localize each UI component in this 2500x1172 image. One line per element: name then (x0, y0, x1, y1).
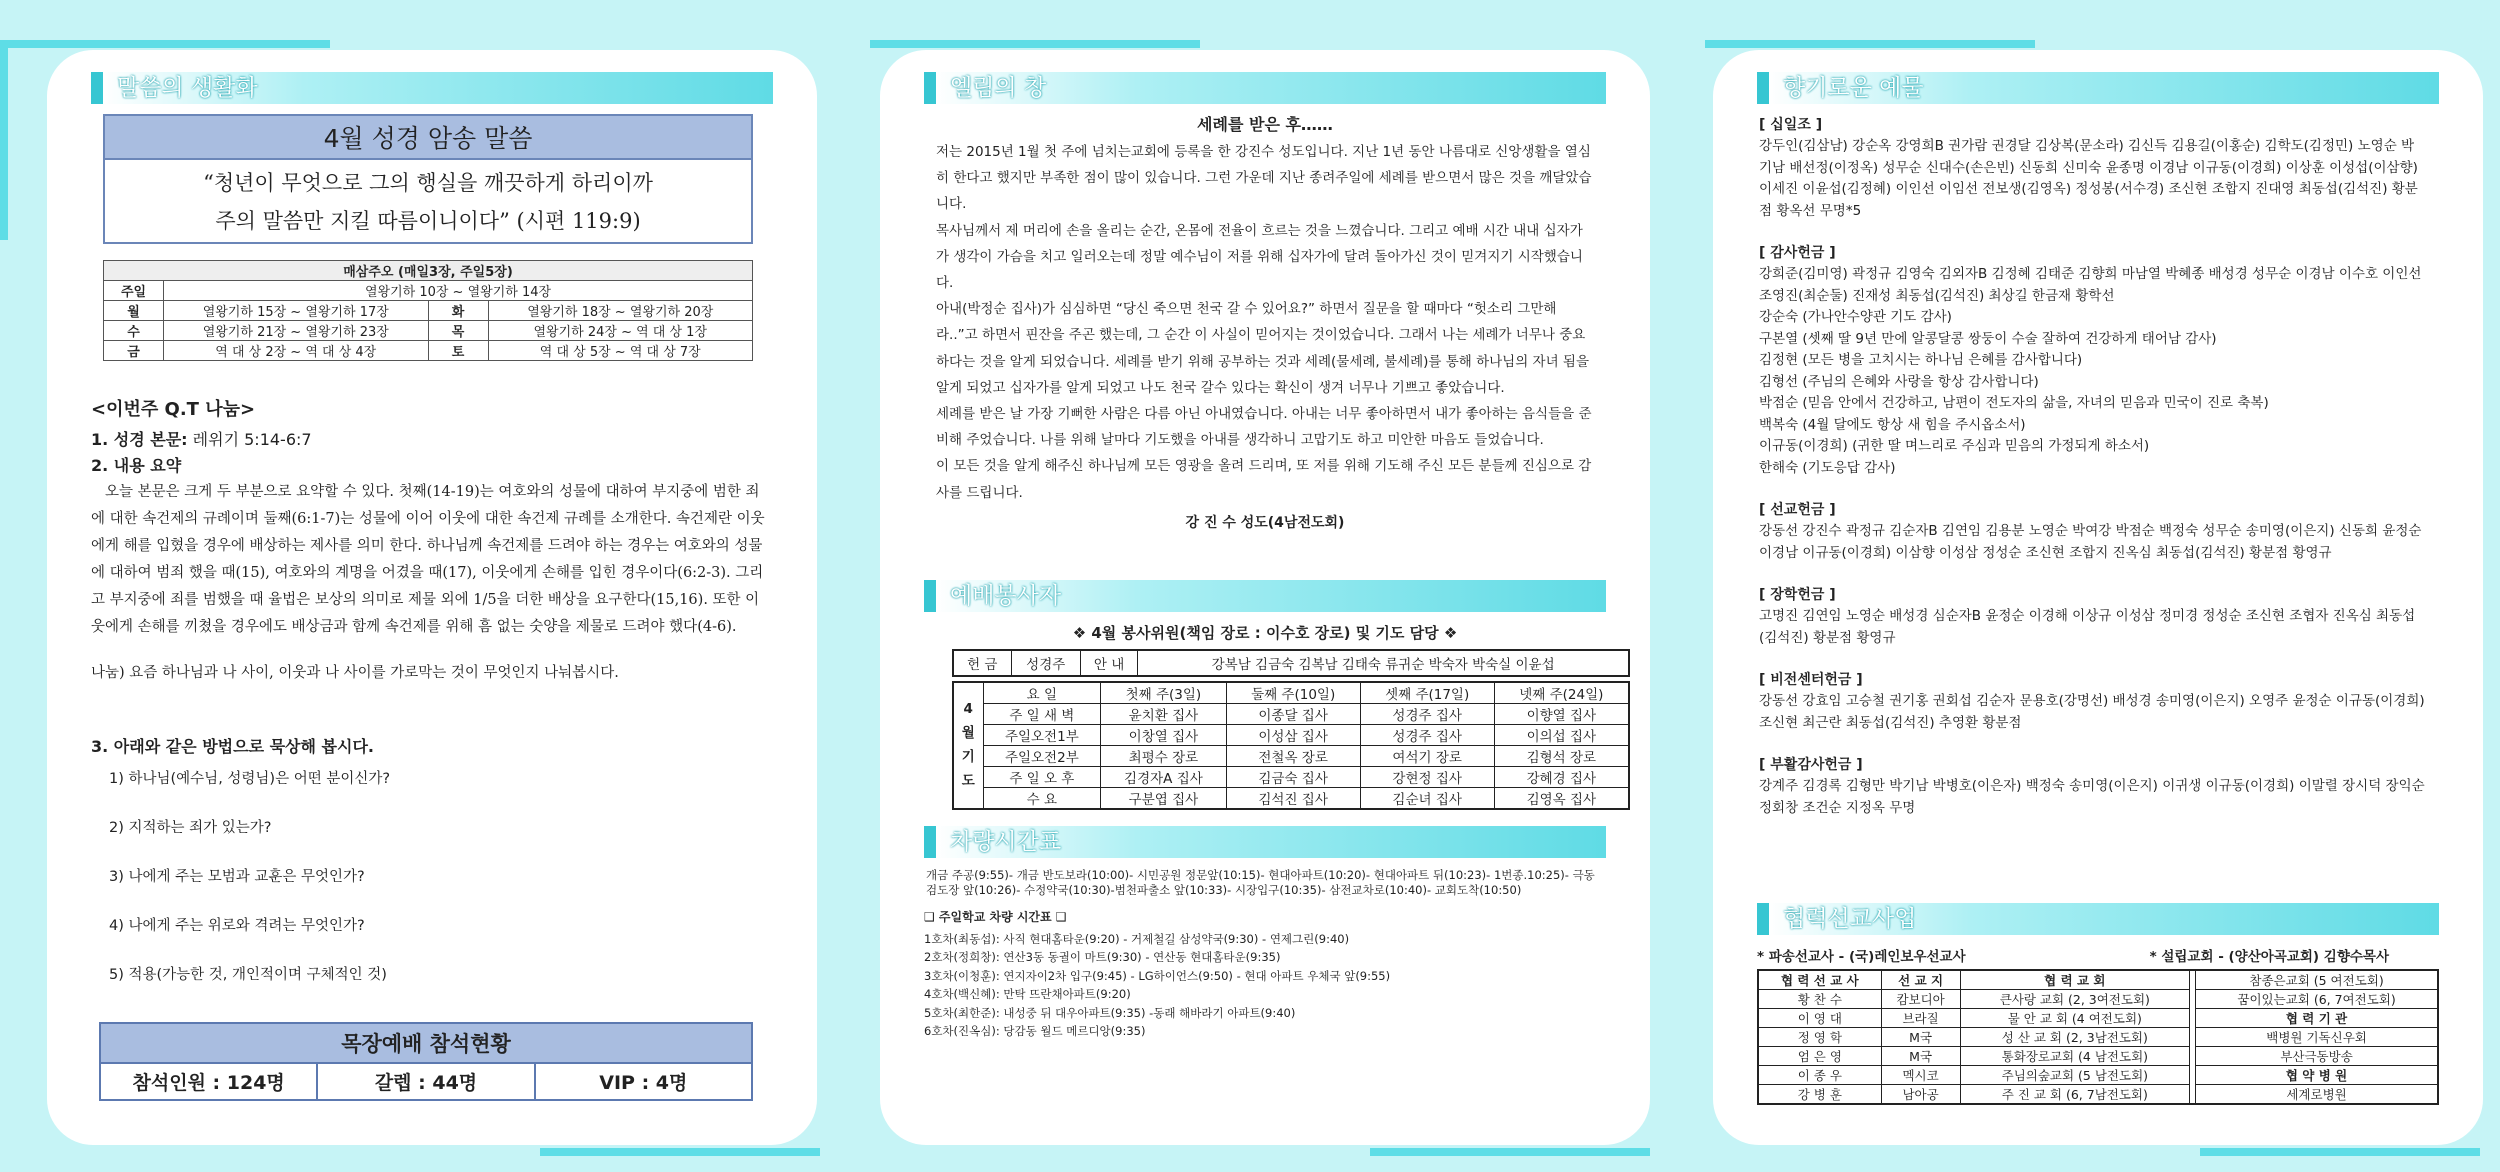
service-cell: 주일오전1부 (983, 724, 1101, 745)
decorative-stripe (870, 40, 1200, 48)
attendance-vip: VIP : 4명 (534, 1064, 751, 1099)
service-cell: 이종달 집사 (1226, 703, 1360, 724)
sunday-school-bus-heading: ❑ 주일학교 차량 시간표 ❑ (924, 909, 1067, 924)
month-char: 기 (961, 749, 975, 766)
mission-cell: 성 산 교 회 (2, 3남전도회) (1960, 1028, 2190, 1047)
decorative-stripe (1705, 40, 2035, 48)
mission-cell: 주 진 교 회 (6, 7남전도회) (1960, 1085, 2190, 1105)
service-cell: 수 요 (983, 787, 1101, 809)
mission-labels (1757, 945, 2429, 965)
reading-plan-table (103, 260, 753, 361)
bus-line: 6호차(진옥심): 당감동 월드 메르디앙(9:35) (924, 1024, 1146, 1039)
table-row (1758, 1047, 2438, 1066)
prayer-schedule-table (952, 681, 1630, 810)
bus-route-stops: 개금 주공(9:55)- 개금 반도보라(10:00)- 시민공원 정문앞(10:15)- 현대아파트(10:20)- 현대아파트 뒤(10:23)- 1번종.10:25)- 극동검도장 앞(10:26)- 수정약국(10:30)-범천파출소 앞(10:33)- 시장입구(10:35)- 삼전교차로(10:40)- 교회도착(10:50) (926, 867, 1595, 897)
mission-cell: 협 력 기 관 (2196, 1009, 2438, 1028)
service-cell: 이성삼 집사 (1226, 724, 1360, 745)
mission-section (1757, 903, 2439, 1105)
attendance-heading: 목장예배 참석현황 (101, 1024, 751, 1064)
offering-category: [ 감사헌금 ] (1759, 245, 1836, 261)
thanks-item: 박점순 (믿음 안에서 건강하고, 남편이 전도자의 삶을, 자녀의 믿음과 민국이 진로 축복) (1759, 395, 2269, 411)
mission-cell: 이 영 대 (1758, 1009, 1881, 1028)
mission-cell: 부산극동방송 (2196, 1047, 2438, 1066)
service-cell: 이창열 집사 (1101, 724, 1226, 745)
table-row (1758, 1028, 2438, 1047)
service-cell: 주 일 새 벽 (983, 703, 1101, 724)
thanks-item: 김형선 (주님의 은혜와 사랑을 항상 감사합니다) (1759, 373, 2039, 390)
panel-elim-window (880, 50, 1650, 1145)
service-cell: 구분엽 집사 (1101, 787, 1226, 809)
thanks-item: 한해숙 (기도응답 감사) (1759, 459, 1896, 476)
offering-category: [ 장학헌금 ] (1759, 587, 1836, 603)
offering-category: [ 부활감사헌금 ] (1759, 757, 1863, 773)
usher-names: 강복남 김금숙 김복남 김태숙 류귀순 박숙자 박숙실 이윤섭 (1138, 650, 1629, 676)
section-title: 말씀의 생활화 (91, 72, 773, 104)
service-cell: 성경주 집사 (1360, 703, 1494, 724)
attendance-box (99, 1022, 753, 1101)
mission-table (1757, 969, 2439, 1105)
letter-paragraph: 목사님께서 제 머리에 손을 올리는 순간, 온몸에 전율이 흐르는 것을 느꼈습니다. 그리고 예배 시간 내내 십자가가 생각이 가슴을 치고 일러오는데 정말 예수님이 저를 위해 십자가에 달려 돌아가신 것이 믿겨지기 시작했습니다. (936, 222, 1583, 292)
qt-scripture (91, 427, 773, 450)
column-header: 넷째 주(24일) (1494, 682, 1629, 704)
attendance-total: 참석인원 : 124명 (132, 1072, 285, 1094)
mission-cell: 물 안 교 회 (4 여전도회) (1960, 1009, 2190, 1028)
month-label (953, 682, 983, 809)
offering-names: 강계주 김경록 김형만 박기남 박병호(이은자) 백정숙 송미영(이은지) 이귀생 이규동(이경희) 이말렬 장시덕 장익순 정회창 조건순 지정옥 무명 (1759, 778, 2425, 816)
service-cell: 이향열 집사 (1494, 703, 1629, 724)
offering-label: 헌 금 (953, 650, 1011, 676)
column-header: 첫째 주(3일) (1101, 682, 1226, 704)
table-row (953, 703, 1629, 724)
qt-summary-text: 오늘 본문은 크게 두 부분으로 요약할 수 있다. 첫째(14-19)는 여호와의 성물에 대하여 부지중에 범한 죄에 대한 속건제의 규례이며 둘째(6:1-7)는 성물에 이어 이웃에 대한 속건제 규례를 소개한다. 속건제란 이웃에게 해를 입혔을 경우에 배상하는 제사를 의미 한다. 하나님께 속건제를 드려야 하는 경우는 여호와의 성물에 대하여 범죄 했을 때(15), 여호와의 계명을 어겼을 때(17), 이웃에게 손해를 입힌 경우이다(6:2-3). 그리고 부지중에 죄를 범했을 때 율법은 보상의 의미로 제물 외에 1/5을 더한 배상을 요구한다(15,16). 또한 이웃에게 손해를 끼쳤을 경우에도 배상금과 함께 속건제를 위해 흠 없는 숫양을 제물로 드려야 했다(4-6). (91, 484, 765, 635)
qt-heading: <이번주 Q.T 나눔> (91, 399, 256, 420)
table-row (953, 787, 1629, 809)
bus-line: 2호차(정희창): 연산3동 동궐이 마트(9:30) - 연산동 현대홈타운(9:35) (924, 950, 1281, 965)
service-cell: 김경자A 집사 (1101, 766, 1226, 787)
thanks-item: 구본열 (셋째 딸 9년 만에 알콩달콩 쌍둥이 수술 잘하여 건강하게 태어남 감사) (1759, 330, 2217, 347)
mission-cell: 이 종 우 (1758, 1066, 1881, 1085)
day-label: 목 (428, 321, 488, 341)
letter-paragraph: 이 모든 것을 알게 해주신 하나님께 모든 영광을 올려 드리며, 또 저를 위해 기도해 주신 모든 분들께 진심으로 감사를 드립니다. (936, 458, 1592, 501)
month-char: 4 (963, 701, 973, 718)
bus-line: 4호차(백신혜): 만탁 뜨란채아파트(9:20) (924, 987, 1131, 1002)
qt-question: 5) 적용(가능한 것, 개인적이며 구체적인 것) (109, 967, 387, 983)
reading-range: 역 대 상 2장 ~ 역 대 상 4장 (164, 341, 429, 361)
table-row (953, 724, 1629, 745)
decorative-stripe (2200, 1148, 2480, 1156)
section-title: 엘림의 창 (924, 72, 1606, 104)
memory-verse-line: “청년이 무엇으로 그의 행실을 깨끗하게 하리이까 (203, 171, 653, 195)
mission-cell: 통화장로교회 (4 남전도회) (1960, 1047, 2190, 1066)
section-title: 차량시간표 (924, 826, 1606, 858)
mission-cell: 꿈이있는교회 (6, 7여전도회) (2196, 990, 2438, 1009)
reading-range: 열왕기하 21장 ~ 열왕기하 23장 (164, 321, 429, 341)
day-label: 화 (428, 301, 488, 321)
qt-scripture-ref: 레위기 5:14-6:7 (192, 430, 312, 449)
mission-cell: 황 찬 수 (1758, 990, 1881, 1009)
service-cell: 김순녀 집사 (1360, 787, 1494, 809)
bus-line: 3호차(이청훈): 연지자이2차 입구(9:45) - LG하이언스(9:50) - 현대 아파트 우체국 앞(9:55) (924, 968, 1391, 983)
reading-range: 열왕기하 24장 ~ 역 대 상 1장 (488, 321, 753, 341)
column-header: 둘째 주(10일) (1226, 682, 1360, 704)
mission-cell: 백병원 기독신우회 (2196, 1028, 2438, 1047)
column-header: 셋째 주(17일) (1360, 682, 1494, 704)
service-cell: 김금숙 집사 (1226, 766, 1360, 787)
qt-question: 4) 나에게 주는 위로와 격려는 무엇인가? (109, 918, 365, 934)
mission-label-left: * 파송선교사 - (국)레인보우선교사 (1757, 949, 1966, 965)
panel-word-life (47, 50, 817, 1145)
thanks-item: 이규동(이경희) (귀한 딸 며느리로 주심과 믿음의 가정되게 하소서) (1759, 438, 2150, 454)
letter-paragraph: 저는 2015년 1월 첫 주에 넘치는교회에 등록을 한 강진수 성도입니다. 지난 1년 동안 나름대로 신앙생활을 열심히 한다고 했지만 부족한 점이 많이 있습니다. 그런 가운데 지난 종려주일에 세례를 받으면서 많은 것을 깨달았습니다. (936, 144, 1592, 213)
table-row (1758, 1085, 2438, 1105)
thanks-item: 강순숙 (가나안수양관 기도 감사) (1759, 309, 1952, 325)
qt-question: 2) 지적하는 죄가 있는가? (109, 820, 272, 836)
day-label: 월 (104, 301, 164, 321)
letter-body (924, 139, 1606, 506)
section-title: 향기로운 예물 (1757, 72, 2439, 104)
column-header: 요 일 (983, 682, 1101, 704)
mission-cell: 큰사랑 교회 (2, 3여전도회) (1960, 990, 2190, 1009)
offering-names: 강동선 강진수 곽정규 김순자B 김연임 김용분 노영순 박여강 박점순 백정숙 성무순 송미영(이은지) 신동희 윤정순 이경남 이규동(이경희) 이삼향 이성삼 정성순 조신현 조합지 진옥심 최동섭(김석진) 황분점 황영규 (1759, 523, 2422, 561)
usher-label: 안 내 (1080, 650, 1137, 676)
mission-cell: M국 (1881, 1028, 1960, 1047)
service-cell: 성경주 집사 (1360, 724, 1494, 745)
service-cell: 주 일 오 후 (983, 766, 1101, 787)
decorative-stripe (540, 1148, 820, 1156)
month-char: 월 (961, 725, 975, 742)
memory-verse-text (105, 160, 751, 242)
thanks-item: 백복숙 (4월 달에도 항상 새 힘을 주시옵소서) (1759, 416, 2026, 433)
offering-name: 성경주 (1011, 650, 1080, 676)
thanks-item: 김정현 (모든 병을 고치시는 하나님 은혜를 감사합니다) (1759, 352, 2083, 368)
memory-verse-box (103, 114, 753, 244)
bus-line: 5호차(최한준): 내성중 뒤 대우아파트(9:35) -동래 해바라기 아파트(9:40) (924, 1005, 1296, 1020)
section-title: 협력선교사업 (1757, 903, 2439, 935)
service-heading: ❖ 4월 봉사위원(책임 장로 : 이수호 장로) 및 기도 담당 ❖ (1072, 623, 1458, 642)
thanks-list (1757, 307, 2439, 479)
table-row (953, 766, 1629, 787)
day-label: 금 (104, 341, 164, 361)
day-label: 토 (428, 341, 488, 361)
service-cell: 주일오전2부 (983, 745, 1101, 766)
mission-cell: M국 (1881, 1047, 1960, 1066)
decorative-stripe (0, 40, 330, 48)
mission-cell: 엄 은 영 (1758, 1047, 1881, 1066)
mission-label-right: * 설립교회 - (양산아곡교회) 김향수목사 (2149, 949, 2389, 965)
service-cell: 강혜경 집사 (1494, 766, 1629, 787)
qt-summary-label: 2. 내용 요약 (91, 456, 182, 475)
qt-question: 3) 나에게 주는 모범과 교훈은 무엇인가? (109, 869, 365, 885)
letter-signature: 강 진 수 성도(4남전도회) (1185, 514, 1345, 531)
offering-names: 강희준(김미영) 곽정규 김영숙 김외자B 김정혜 김태준 김향희 마남열 박혜종 배성경 성무순 이경남 이수호 이인선 조영진(최순둘) 진재성 최동섭(김석진) 최상길 한금재 황학선 (1759, 266, 2422, 304)
attendance-galilee: 갈렙 : 44명 (316, 1064, 533, 1099)
table-row (953, 745, 1629, 766)
reading-range: 열왕기하 15장 ~ 열왕기하 17장 (164, 301, 429, 321)
memory-verse-heading: 4월 성경 암송 말씀 (105, 116, 751, 160)
mission-cell: 멕시코 (1881, 1066, 1960, 1085)
decorative-stripe (0, 40, 8, 240)
table-row (1758, 990, 2438, 1009)
day-label: 주일 (104, 281, 164, 301)
service-cell: 강현정 집사 (1360, 766, 1494, 787)
mission-cell: 정 영 학 (1758, 1028, 1881, 1047)
reading-range: 열왕기하 10장 ~ 열왕기하 14장 (164, 281, 753, 301)
offering-names: 강두인(김삼남) 강순옥 강영희B 권가람 권경달 김상복(문소라) 김신득 김용길(이홍순) 김학도(김정민) 노영순 박기남 배선정(이정옥) 성무순 신대수(손은빈) 신동희 신미숙 윤종명 이경남 이규동(이경희) 이상훈 이성섭(이삼향) 이세진 이윤섭(김정혜) 이인선 이임선 전보생(김영옥) 정성봉(서수경) 조신현 조합지 진대영 최동섭(김석진) 황분점 황옥선 무명*5 (1759, 138, 2418, 219)
offering-category: [ 비전센터헌금 ] (1759, 672, 1863, 688)
mission-cell: 협 약 병 원 (2196, 1066, 2438, 1085)
offering-names: 강동선 강효임 고승철 권기홍 권회섭 김순자 문용호(강명선) 배성경 송미영(이은지) 오영주 윤정순 이규동(이경희) 조신현 최근란 최동섭(김석진) 추영환 황분점 (1759, 693, 2425, 731)
offering-usher-table (952, 649, 1630, 677)
service-cell: 이의섭 집사 (1494, 724, 1629, 745)
service-cell: 전철옥 장로 (1226, 745, 1360, 766)
letter-title: 세례를 받은 후…… (1197, 115, 1333, 134)
section-title: 예배봉사자 (924, 580, 1606, 612)
mission-cell: 주님의숲교회 (5 남전도회) (1960, 1066, 2190, 1085)
mission-cell: 강 병 훈 (1758, 1085, 1881, 1105)
service-cell: 윤치환 집사 (1101, 703, 1226, 724)
reading-plan-heading: 매삼주오 (매일3장, 주일5장) (104, 261, 753, 281)
qt-scripture-label: 1. 성경 본문: (91, 430, 188, 449)
mission-cell: 남아공 (1881, 1085, 1960, 1105)
mission-cell: 세계로병원 (2196, 1085, 2438, 1105)
reading-range: 역 대 상 5장 ~ 역 대 상 7장 (488, 341, 753, 361)
service-cell: 최평수 장로 (1101, 745, 1226, 766)
qt-meditate-label: 3. 아래와 같은 방법으로 묵상해 봅시다. (91, 737, 374, 756)
mission-cell: 캄보디아 (1881, 990, 1960, 1009)
letter-paragraph: 세례를 받은 날 가장 기뻐한 사람은 다름 아닌 아내였습니다. 아내는 너무 좋아하면서 내가 좋아하는 음식들을 준비해 주었습니다. 나를 위해 날마다 기도했을 아내를 생각하니 고맙기도 하고 미안한 마음도 들었습니다. (936, 406, 1592, 449)
panel-offerings (1713, 50, 2483, 1145)
bus-line: 1호차(최동섭): 사직 현대홈타운(9:20) - 거제철길 삼성약국(9:30) - 연제그린(9:40) (924, 931, 1350, 946)
service-cell: 여석기 장로 (1360, 745, 1494, 766)
column-header: 협 력 교 회 (1960, 970, 2190, 990)
offering-names: 고명진 김연임 노영순 배성경 심순자B 윤정순 이경해 이상규 이성삼 정미경 정성순 조신현 조협자 진옥심 최동섭(김석진) 황분점 황영규 (1759, 608, 2416, 646)
letter-paragraph: 아내(박정순 집사)가 심심하면 “당신 죽으면 천국 갈 수 있어요?” 하면서 질문을 할 때마다 “헛소리 그만해라..”고 하면서 핀잔을 주곤 했는데, 그 순간 이 사실이 믿어지는 것이었습니다. 그래서 나는 세례가 너무나 중요하다는 것을 알게 되었습니다. 세례를 받기 위해 공부하는 것과 세례(물세례, 불세례)를 통해 하나님의 자녀 됨을 알게 되었고 십자가를 알게 되었고 나도 천국 갈수 있다는 확신이 생겨 너무나 기쁘고 좋았습니다. (936, 301, 1589, 396)
table-row (1758, 1066, 2438, 1085)
memory-verse-line: 주의 말씀만 지킬 따름이니이다” (시편 119:9) (215, 209, 641, 233)
month-char: 도 (961, 773, 975, 790)
service-cell: 김석진 집사 (1226, 787, 1360, 809)
day-label: 수 (104, 321, 164, 341)
offering-category: [ 십일조 ] (1759, 117, 1823, 133)
mission-cell: 브라질 (1881, 1009, 1960, 1028)
column-header: 선 교 지 (1881, 970, 1960, 990)
offering-category: [ 선교헌금 ] (1759, 502, 1836, 518)
table-row (1758, 1009, 2438, 1028)
decorative-stripe (1370, 1148, 1650, 1156)
service-cell: 김형석 장로 (1494, 745, 1629, 766)
column-header: 협 력 선 교 사 (1758, 970, 1881, 990)
mission-cell: 참종은교회 (5 여전도회) (2196, 970, 2438, 990)
reading-range: 열왕기하 18장 ~ 열왕기하 20장 (488, 301, 753, 321)
service-cell: 김영옥 집사 (1494, 787, 1629, 809)
qt-share-prompt: 나눔) 요즘 하나님과 나 사이, 이웃과 나 사이를 가로막는 것이 무엇인지 나눠봅시다. (91, 665, 619, 681)
qt-question: 1) 하나님(예수님, 성령님)은 어떤 분이신가? (109, 771, 391, 787)
